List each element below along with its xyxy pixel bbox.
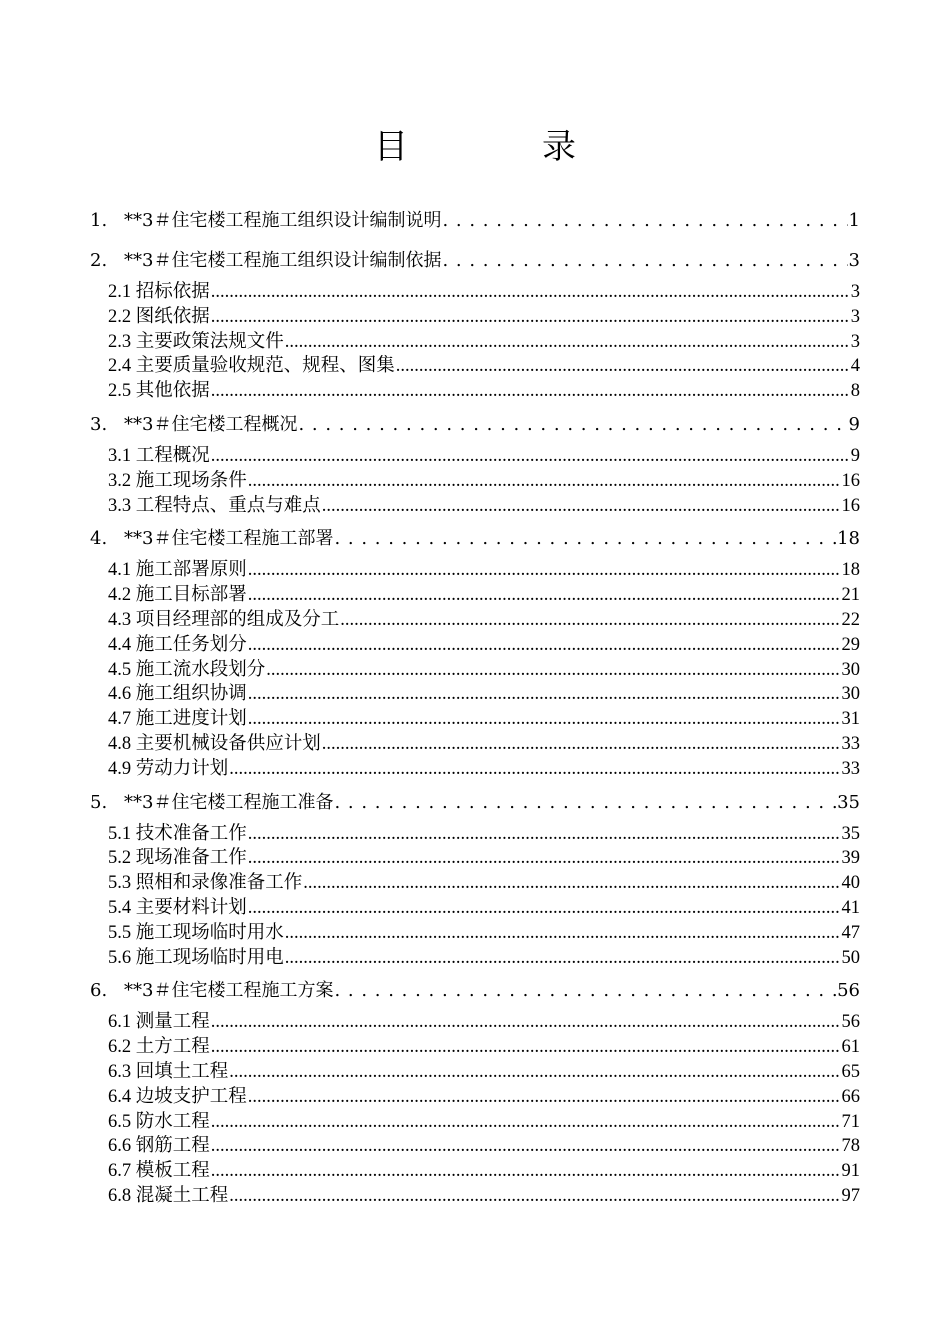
toc-page-number: 3 <box>848 250 860 271</box>
toc-chapter-label <box>90 242 441 280</box>
toc-page-number: 31 <box>841 709 860 730</box>
toc-section-entry[interactable] <box>90 871 860 896</box>
toc-page-number: 33 <box>841 733 860 754</box>
toc-section-entry[interactable] <box>90 1110 860 1135</box>
toc-chapter-entry[interactable] <box>90 518 860 558</box>
toc-section-entry[interactable] <box>90 469 860 494</box>
toc-section-entry[interactable] <box>90 757 860 782</box>
toc-page-number: 30 <box>841 659 860 680</box>
dot-leader <box>303 871 840 896</box>
dot-leader <box>285 946 841 971</box>
toc-page-number: 21 <box>841 585 860 606</box>
toc-section-title: 5.6 施工现场临时用电 <box>108 947 284 968</box>
dot-leader <box>248 707 841 732</box>
toc-section-entry[interactable] <box>90 732 860 757</box>
toc-chapter-title: **3＃住宅楼工程施工组织设计编制依据 <box>124 250 442 271</box>
dot-leader <box>322 494 841 519</box>
toc-section-entry[interactable] <box>90 658 860 683</box>
toc-section-entry[interactable] <box>90 583 860 608</box>
dot-leader <box>211 1110 841 1135</box>
toc-chapter-title: **3＃住宅楼工程概况 <box>124 413 298 435</box>
toc-section-entry[interactable] <box>90 707 860 732</box>
toc-section-entry[interactable] <box>90 1184 860 1209</box>
toc-section-entry[interactable] <box>90 1010 860 1035</box>
dot-leader <box>211 444 850 469</box>
toc-section-title: 2.3 主要政策法规文件 <box>108 331 284 352</box>
dot-leader <box>396 354 850 379</box>
toc-page-number: 3 <box>850 306 860 327</box>
dot-leader <box>229 757 840 782</box>
toc-page-number: 35 <box>841 823 860 844</box>
toc-page-number: 47 <box>841 922 860 943</box>
dot-leader <box>248 896 841 921</box>
toc-section-title: 4.1 施工部署原则 <box>108 560 247 581</box>
toc-page-number: 29 <box>841 634 860 655</box>
dot-leader <box>334 520 836 558</box>
toc-page-number: 1 <box>848 210 860 231</box>
toc-section-title: 6.7 模板工程 <box>108 1161 210 1182</box>
toc-section-title: 4.8 主要机械设备供应计划 <box>108 733 321 754</box>
dot-leader <box>229 1060 840 1085</box>
toc-section-entry[interactable] <box>90 682 860 707</box>
dot-leader <box>442 202 847 240</box>
dot-leader <box>285 330 850 355</box>
toc-section-title: 6.5 防水工程 <box>108 1111 210 1132</box>
dot-leader <box>229 1184 840 1209</box>
dot-leader <box>211 1159 841 1184</box>
toc-section-title: 4.3 项目经理部的组成及分工 <box>108 609 340 630</box>
toc-section-title: 3.3 工程特点、重点与难点 <box>108 495 321 516</box>
toc-section-title: 5.1 技术准备工作 <box>108 823 247 844</box>
toc-page-number: 71 <box>841 1111 860 1132</box>
toc-chapter-title: **3＃住宅楼工程施工组织设计编制说明 <box>124 210 442 231</box>
toc-section-title: 6.3 回填土工程 <box>108 1061 229 1082</box>
toc-section-entry[interactable] <box>90 305 860 330</box>
toc-page-number: 65 <box>841 1061 860 1082</box>
toc-section-entry[interactable] <box>90 1134 860 1159</box>
toc-page-number: 18 <box>841 560 860 581</box>
toc-section-entry[interactable] <box>90 1035 860 1060</box>
toc-chapter-number: 6. <box>90 980 108 1002</box>
toc-chapter-number: 4. <box>90 528 108 550</box>
toc-section-title: 3.2 施工现场条件 <box>108 470 247 491</box>
toc-section-entry[interactable] <box>90 846 860 871</box>
toc-chapter-entry[interactable] <box>90 404 860 444</box>
toc-page-number: 16 <box>841 495 860 516</box>
toc-section-entry[interactable] <box>90 280 860 305</box>
toc-chapter-entry[interactable] <box>90 240 860 280</box>
toc-page-number: 41 <box>841 897 860 918</box>
toc-page-number: 56 <box>837 980 860 1002</box>
page-title: 目 录 <box>374 127 626 167</box>
toc-section-title: 6.8 混凝土工程 <box>108 1185 229 1206</box>
dot-leader <box>266 658 840 683</box>
dot-leader <box>248 846 841 871</box>
toc-page-number: 97 <box>841 1185 860 1206</box>
toc-section-entry[interactable] <box>90 330 860 355</box>
dot-leader <box>248 469 841 494</box>
toc-section-title: 5.3 照相和录像准备工作 <box>108 873 303 894</box>
toc-section-title: 4.7 施工进度计划 <box>108 709 247 730</box>
dot-leader <box>211 305 850 330</box>
toc-section-entry[interactable] <box>90 1085 860 1110</box>
table-of-contents <box>90 200 860 1209</box>
dot-leader <box>285 921 841 946</box>
toc-page-number: 78 <box>841 1136 860 1157</box>
toc-section-title: 6.2 土方工程 <box>108 1037 210 1058</box>
toc-chapter-title: **3＃住宅楼工程施工部署 <box>124 528 334 550</box>
dot-leader <box>248 1085 841 1110</box>
dot-leader <box>322 732 841 757</box>
toc-chapter-number: 3. <box>90 413 108 435</box>
toc-section-title: 5.5 施工现场临时用水 <box>108 922 284 943</box>
toc-chapter-label <box>90 202 441 240</box>
toc-page-number: 9 <box>850 445 860 466</box>
toc-chapter-entry[interactable] <box>90 200 860 240</box>
toc-chapter-title: **3＃住宅楼工程施工方案 <box>124 980 334 1002</box>
dot-leader <box>248 558 841 583</box>
dot-leader <box>298 406 847 444</box>
dot-leader <box>442 242 847 280</box>
toc-section-title: 4.9 劳动力计划 <box>108 758 229 779</box>
toc-page-number: 30 <box>841 684 860 705</box>
toc-chapter-label <box>90 520 333 558</box>
toc-chapter-label <box>90 406 297 444</box>
toc-section-entry[interactable] <box>90 379 860 404</box>
toc-section-entry[interactable] <box>90 354 860 379</box>
toc-section-entry[interactable] <box>90 444 860 469</box>
dot-leader <box>211 280 850 305</box>
toc-chapter-label <box>90 784 333 822</box>
toc-chapter-title: **3＃住宅楼工程施工准备 <box>124 791 334 813</box>
dot-leader <box>248 633 841 658</box>
toc-page-number: 8 <box>850 381 860 402</box>
toc-section-entry[interactable] <box>90 608 860 633</box>
toc-page-number: 39 <box>841 848 860 869</box>
toc-page-number: 4 <box>850 356 860 377</box>
toc-chapter-entry[interactable] <box>90 782 860 822</box>
toc-chapter-number: 2. <box>90 250 108 271</box>
toc-section-title: 2.1 招标依据 <box>108 282 210 302</box>
dot-leader <box>211 379 850 404</box>
toc-page-number: 66 <box>841 1086 860 1107</box>
toc-section-title: 6.4 边坡支护工程 <box>108 1086 247 1107</box>
toc-chapter-number: 1. <box>90 210 108 231</box>
toc-section-title: 2.5 其他依据 <box>108 381 210 402</box>
dot-leader <box>248 583 841 608</box>
toc-section-entry[interactable] <box>90 1060 860 1085</box>
toc-section-entry[interactable] <box>90 946 860 971</box>
toc-section-title: 5.2 现场准备工作 <box>108 848 247 869</box>
dot-leader <box>340 608 840 633</box>
toc-section-title: 2.2 图纸依据 <box>108 306 210 327</box>
toc-page-number: 61 <box>841 1037 860 1058</box>
toc-section-entry[interactable] <box>90 1159 860 1184</box>
dot-leader <box>334 972 836 1010</box>
toc-page-number: 9 <box>848 413 860 435</box>
toc-section-entry[interactable] <box>90 921 860 946</box>
toc-page-number: 22 <box>841 609 860 630</box>
toc-chapter-label <box>90 972 333 1010</box>
toc-page-number: 56 <box>841 1012 860 1033</box>
toc-page-number: 16 <box>841 470 860 491</box>
toc-section-title: 6.1 测量工程 <box>108 1012 210 1033</box>
toc-chapter-entry[interactable] <box>90 970 860 1010</box>
toc-section-entry[interactable] <box>90 633 860 658</box>
toc-section-title: 6.6 钢筋工程 <box>108 1136 210 1157</box>
dot-leader <box>211 1035 841 1060</box>
toc-page-number: 35 <box>837 791 860 813</box>
toc-page-number: 33 <box>841 758 860 779</box>
toc-section-entry[interactable] <box>90 896 860 921</box>
toc-section-entry[interactable] <box>90 558 860 583</box>
toc-page-number: 3 <box>850 331 860 352</box>
toc-chapter-number: 5. <box>90 791 108 813</box>
dot-leader <box>248 822 841 847</box>
dot-leader <box>334 784 836 822</box>
toc-section-title: 4.4 施工任务划分 <box>108 634 247 655</box>
dot-leader <box>211 1134 841 1159</box>
toc-page-number: 50 <box>841 947 860 968</box>
toc-page-number: 3 <box>850 282 860 302</box>
toc-section-entry[interactable] <box>90 822 860 847</box>
toc-section-title: 4.2 施工目标部署 <box>108 585 247 606</box>
dot-leader <box>211 1010 841 1035</box>
toc-section-title: 5.4 主要材料计划 <box>108 897 247 918</box>
toc-section-title: 4.6 施工组织协调 <box>108 684 247 705</box>
toc-section-title: 2.4 主要质量验收规范、规程、图集 <box>108 356 395 377</box>
toc-section-title: 3.1 工程概况 <box>108 445 210 466</box>
toc-section-title: 4.5 施工流水段划分 <box>108 659 266 680</box>
toc-page-number: 91 <box>841 1161 860 1182</box>
toc-section-entry[interactable] <box>90 494 860 519</box>
toc-page-number: 18 <box>837 528 860 550</box>
toc-page-number: 40 <box>841 873 860 894</box>
dot-leader <box>248 682 841 707</box>
